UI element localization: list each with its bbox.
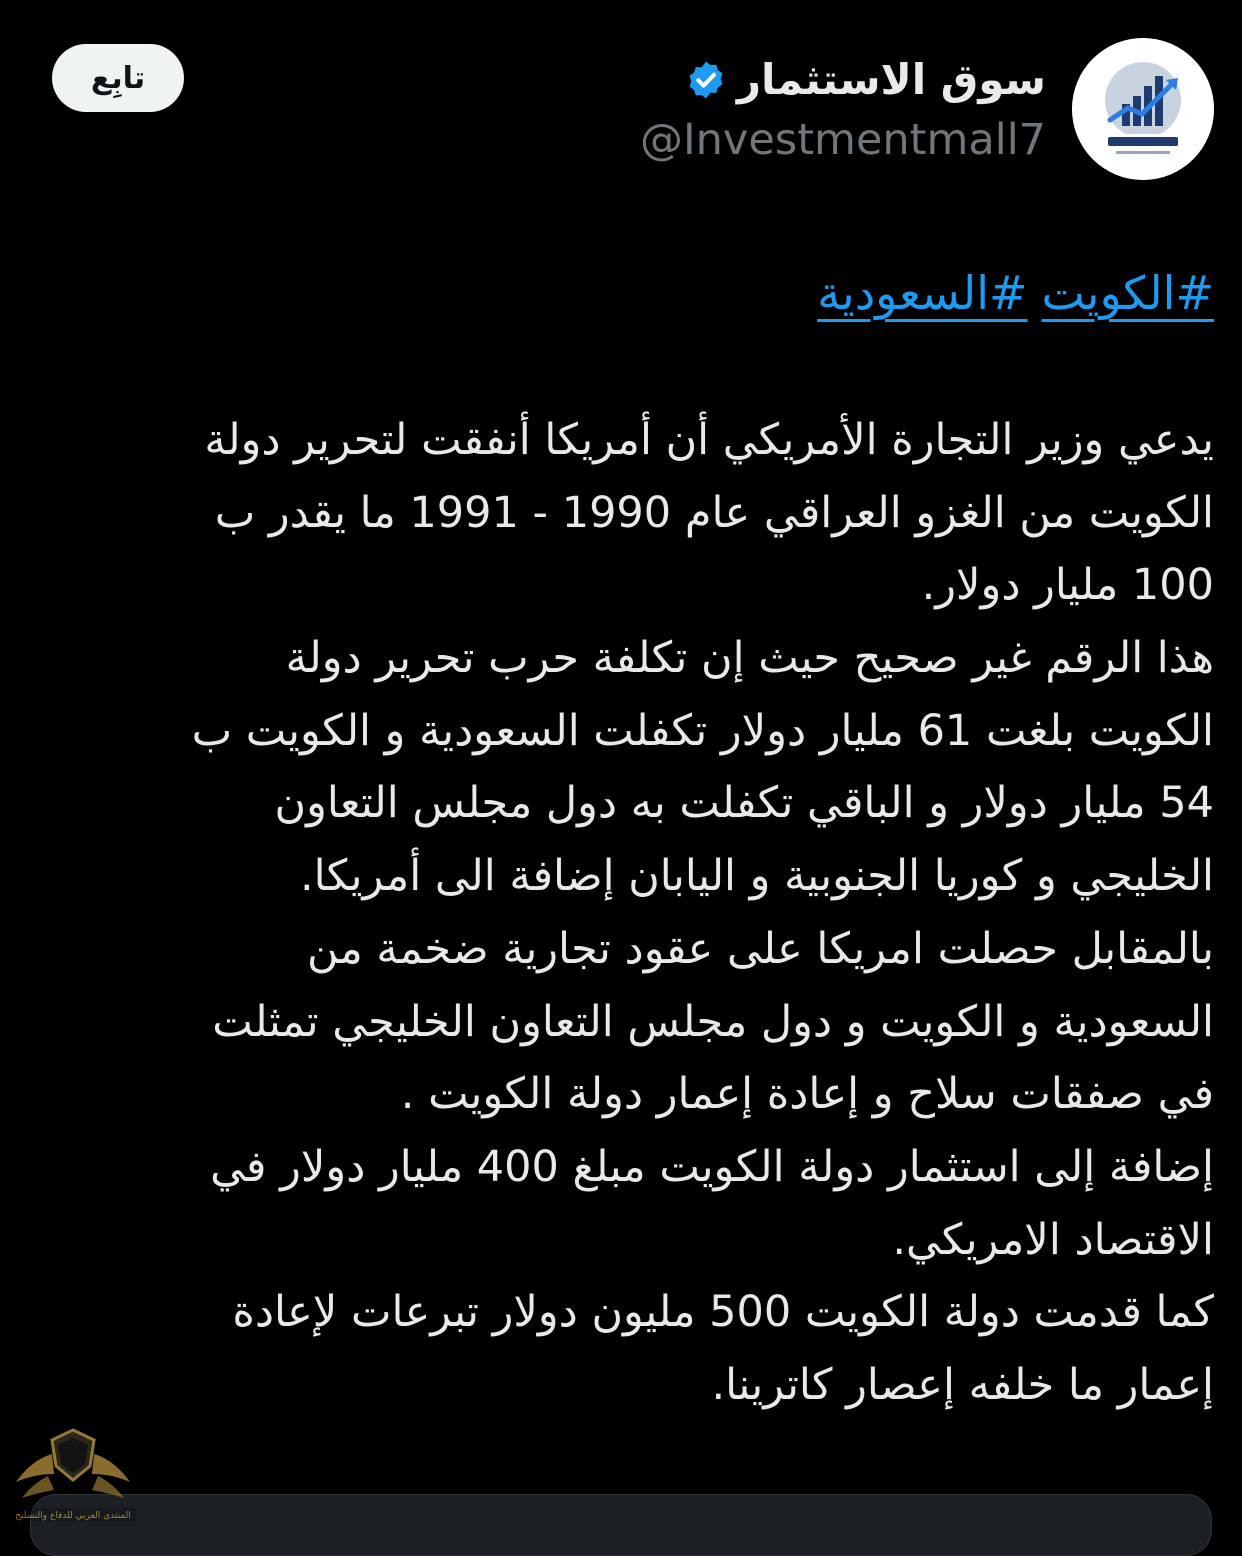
tweet-text-line: 100 مليار دولار. (921, 560, 1214, 611)
hashtag-link-saudi[interactable]: #السعودية (817, 266, 1028, 320)
avatar[interactable] (1072, 38, 1214, 180)
tweet-text-line: يدعي وزير التجارة الأمريكي أن أمريكا أنفقت لتحرير دولة (204, 415, 1214, 465)
hashtag-link-kuwait[interactable]: #الكويت (1041, 266, 1214, 320)
tweet-text-line: إعمار ما خلفه إعصار كاترينا. (711, 1359, 1214, 1410)
tweet-text-line: كما قدمت دولة الكويت 500 مليون دولار تبرعات لإعادة (232, 1287, 1214, 1338)
tweet-text (28, 404, 1214, 1422)
watermark-text: المنتدى العربي للدفاع والتسليح (15, 1511, 131, 1521)
tweet-text-line: 54 مليار دولار و الباقي تكفلت به دول مجلس التعاون (274, 778, 1214, 829)
hashtag-row (817, 258, 1214, 328)
display-name-row (685, 52, 1046, 108)
tweet-header (0, 0, 1242, 200)
display-name[interactable]: سوق الاستثمار (736, 55, 1046, 104)
follow-button[interactable]: تابِع (52, 44, 184, 112)
tweet-text-line: الخليجي و كوريا الجنوبية و اليابان إضافة الى أمريكا. (299, 851, 1214, 902)
media-attachment[interactable] (30, 1494, 1212, 1556)
tweet-text-line: هذا الرقم غير صحيح حيث إن تكلفة حرب تحرير دولة (285, 633, 1214, 684)
tweet-text-line: في صفقات سلاح و إعادة إعمار دولة الكويت . (400, 1069, 1214, 1120)
tweet-text-line: الاقتصاد الامريكي. (892, 1214, 1214, 1265)
verified-badge-icon (685, 59, 727, 101)
tweet-text-line: بالمقابل حصلت امريكا على عقود تجارية ضخمة من (306, 923, 1214, 974)
account-handle[interactable]: @Investmentmall7 (639, 115, 1046, 165)
investment-mall-logo-icon (1072, 38, 1214, 180)
tweet-text-line: إضافة إلى استثمار دولة الكويت مبلغ 400 مليار دولار في (210, 1141, 1214, 1192)
forum-watermark-logo (8, 1424, 138, 1524)
tweet-text-line: الكويت بلغت 61 مليار دولار تكفلت السعودية و الكويت ب (191, 705, 1214, 756)
tweet-text-line: السعودية و الكويت و دول مجلس التعاون الخليجي تمثلت (212, 996, 1214, 1047)
tweet-text-line: الكويت من الغزو العراقي عام 1990 - 1991 ما يقدر ب (214, 487, 1214, 538)
